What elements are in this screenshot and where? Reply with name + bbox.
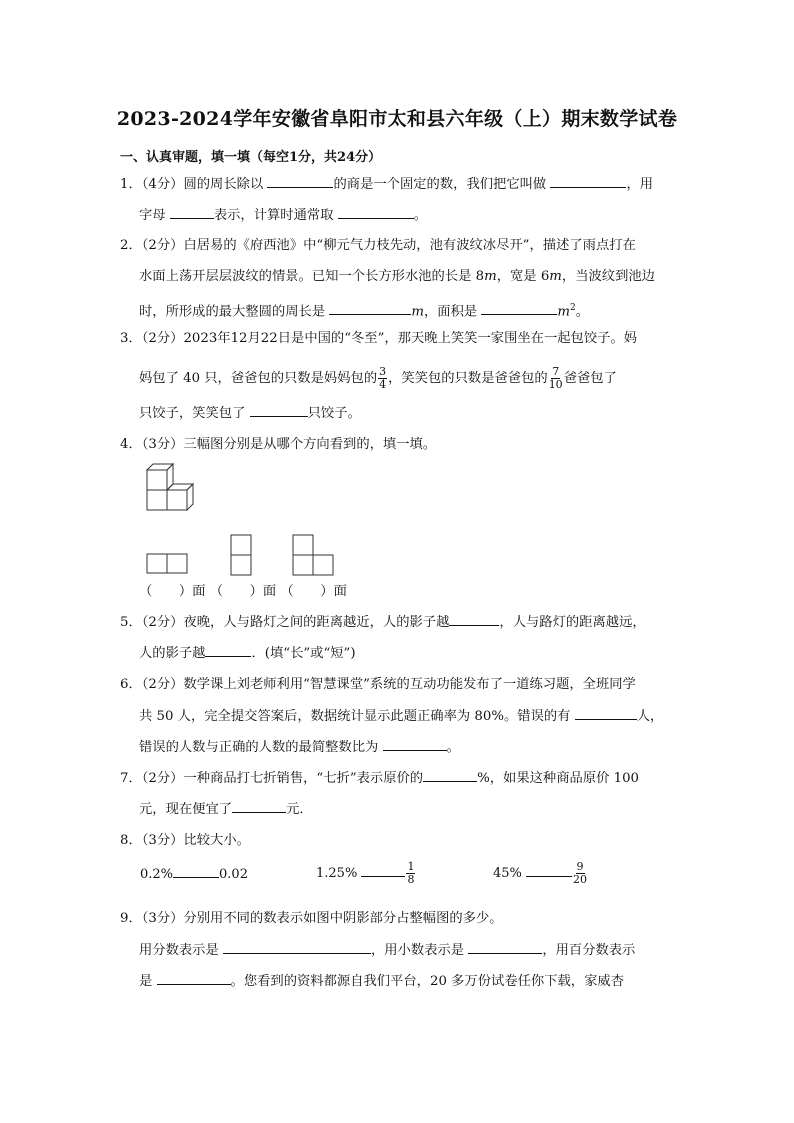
fraction-1-8: $\frac{1}{8}$ <box>407 860 415 886</box>
fraction-7-10: $\frac{7}{10}$ <box>548 365 563 391</box>
compare-2-blank[interactable] <box>361 864 405 877</box>
q1-blank-4[interactable] <box>338 206 414 219</box>
q6-line3: 错误的人数与正确的人数的最简整数比为 。 <box>139 740 460 755</box>
view-l-shape <box>291 534 335 576</box>
q7-line1: 7．（2分）一种商品打七折销售，“七折”表示原价的 %，如果这种商品原价 100 <box>120 771 640 786</box>
q2-blank-2[interactable] <box>481 302 557 315</box>
q5-blank-2[interactable] <box>205 644 251 657</box>
q1-blank-3[interactable] <box>170 206 214 219</box>
q9-blank-3[interactable] <box>157 972 231 985</box>
q5-blank-1[interactable] <box>449 613 499 626</box>
q6-blank-2[interactable] <box>383 738 447 751</box>
view-two-horizontal <box>146 552 188 574</box>
compare-2: 1.25% $\frac{1}{8}$ <box>316 860 415 886</box>
compare-3-blank[interactable] <box>526 864 572 877</box>
q5-line1: 5．（2分）夜晚，人与路灯之间的距离越近，人的影子越 ，人与路灯的距离越远， <box>120 615 646 630</box>
q9-blank-1[interactable] <box>223 941 371 954</box>
cube-stack-figure <box>144 462 196 514</box>
q9-line2: 用分数表示是 ，用小数表示是 ，用百分数表示 <box>139 943 636 958</box>
q2-blank-1[interactable] <box>329 302 411 315</box>
q9-line1: 9．（3分）分别用不同的数表示如图中阴影部分占整幅图的多少。 <box>120 911 503 926</box>
q7-line2: 元，现在便宜了 元． <box>139 802 313 817</box>
q5-line2: 人的影子越 ．(填“长”或“短”) <box>139 646 356 661</box>
q9-blank-2[interactable] <box>468 941 542 954</box>
q3-line1: 3．（2分）2023年12月22日是中国的“冬至”，那天晚上笑笑一家围坐在一起包饺子。妈 <box>120 331 638 346</box>
q4-line1: 4．（3分）三幅图分别是从哪个方向看到的，填一填。 <box>120 437 437 452</box>
q7-blank-1[interactable] <box>423 769 477 782</box>
view-two-vertical <box>229 534 253 576</box>
section-heading: 一、认真审题，填一填（每空1分，共24分） <box>120 150 382 165</box>
q6-line1: 6．（2分）数学课上刘老师利用“智慧课堂”系统的互动功能发布了一道练习题，全班同学 <box>120 677 636 692</box>
q1-blank-2[interactable] <box>550 175 626 188</box>
fraction-3-4: $\frac{3}{4}$ <box>379 365 387 391</box>
compare-1-blank[interactable] <box>173 865 219 878</box>
exam-title: 2023-2024学年安徽省阜阳市太和县六年级（上）期末数学试卷 <box>116 108 678 130</box>
q1-blank-1[interactable] <box>267 175 333 188</box>
q3-line3: 只饺子，笑笑包了 只饺子。 <box>139 406 361 421</box>
q9-line3: 是 。您看到的资料都源自我们平台，20 多万份试卷任你下载，家威杏 <box>139 974 624 989</box>
compare-1: 0.2% 0.02 <box>140 867 248 882</box>
q4-view-labels[interactable]: （ ）面 （ ）面 （ ）面 <box>139 584 347 599</box>
q6-line2: 共 50 人，完全提交答案后，数据统计显示此题正确率为 80%。错误的有 人， <box>139 709 664 724</box>
fraction-9-20: $\frac{9}{20}$ <box>573 860 588 886</box>
q1-line2: 字母 表示，计算时通常取 。 <box>139 208 428 223</box>
q2-line3: 时，所形成的最大整圆的周长是 m，面积是 $m^2$。 <box>139 303 590 320</box>
q7-blank-2[interactable] <box>232 800 286 813</box>
q1-line1: 1．（4分）圆的周长除以 的商是一个固定的数，我们把它叫做 ，用 <box>120 177 654 192</box>
q3-line2: 妈包了 40 只，爸爸包的只数是妈妈包的 $\frac{3}{4}$ ，笑笑包的只数是爸爸包的 $\frac{7}{10}$ 爸爸包了 <box>139 365 617 391</box>
q2-line1: 2．（2分）白居易的《府西池》中“柳元气力枝先动，池有波纹冰尽开”，描述了雨点打在 <box>120 238 636 253</box>
q2-line2: 水面上荡开层层波纹的情景。已知一个长方形水池的长是 8m，宽是 6m，当波纹到池边 <box>139 269 655 284</box>
compare-3: 45% $\frac{9}{20}$ <box>493 860 588 886</box>
q3-blank-1[interactable] <box>250 404 308 417</box>
q8-line1: 8．（3分）比较大小。 <box>120 833 250 848</box>
q6-blank-1[interactable] <box>575 707 637 720</box>
